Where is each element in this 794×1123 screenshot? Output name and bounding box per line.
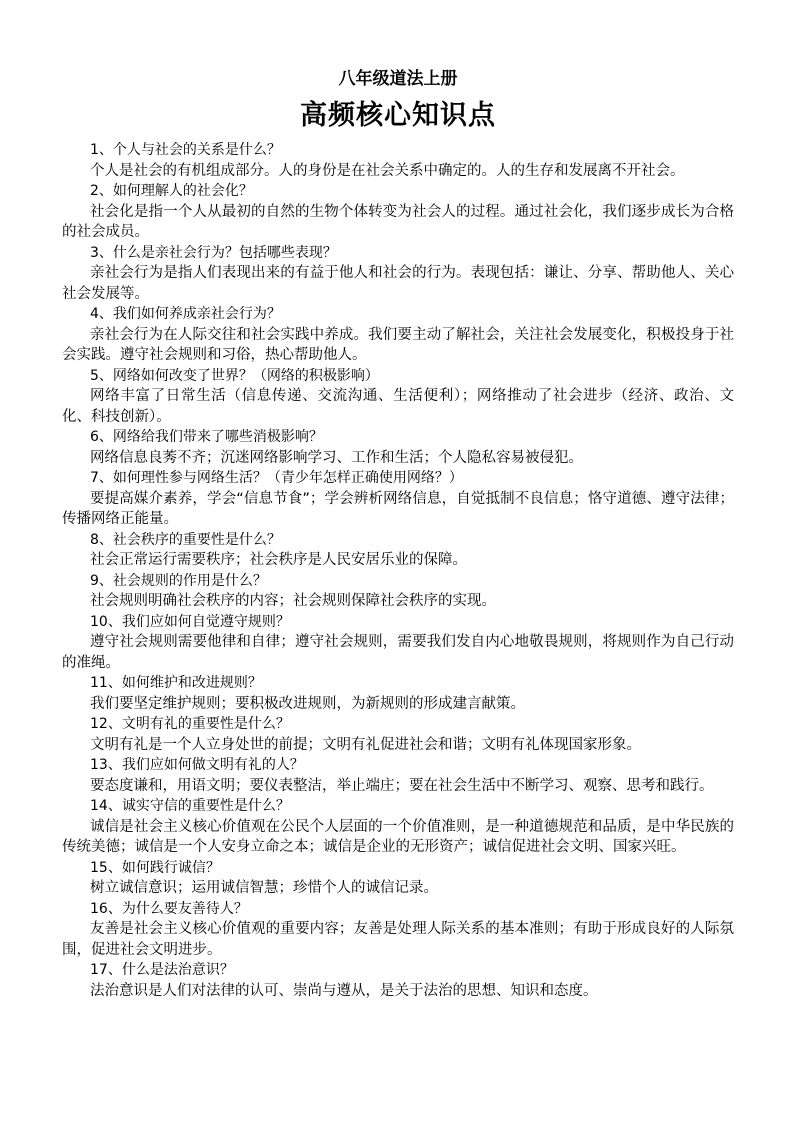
question-12: 12、文明有礼的重要性是什么？: [90, 716, 290, 732]
qa-item: [62, 530, 734, 571]
answer-15: 树立诚信意识；运用诚信智慧；珍惜个人的诚信记录。: [90, 880, 438, 896]
question-8: 8、社会秩序的重要性是什么？: [90, 531, 281, 548]
question-3: 3、什么是亲社会行为？包括哪些表现？: [90, 244, 337, 261]
answer-10: 遵守社会规则需要他律和自律；遵守社会规则，需要我们发自内心地敬畏规则，将规则作为自己行动的准绳。: [62, 634, 734, 671]
question-2: 2、如何理解人的社会化？: [90, 183, 253, 199]
qa-item: [62, 714, 734, 755]
answer-12: 文明有礼是一个人立身处世的前提；文明有礼促进社会和谐；文明有礼体现国家形象。: [90, 736, 641, 753]
answer-5: 网络丰富了日常生活（信息传递、交流沟通、生活便利）；网络推动了社会进步（经济、政治、文化、科技创新）。: [62, 388, 734, 425]
qa-item: [62, 304, 734, 366]
question-10: 10、我们应如何自觉遵守规则？: [90, 613, 290, 630]
qa-item: [62, 899, 734, 961]
question-14: 14、诚实守信的重要性是什么？: [90, 798, 290, 814]
question-4: 4、我们如何养成亲社会行为？: [90, 306, 281, 322]
qa-item: [62, 673, 734, 714]
qa-item: [62, 427, 734, 468]
question-17: 17、什么是法治意识？: [90, 962, 234, 978]
answer-16: 友善是社会主义核心价值观的重要内容；友善是处理人际关系的基本准则；有助于形成良好的人际氛围，促进社会文明进步。: [62, 921, 734, 958]
answer-2: 社会化是指一个人从最初的自然的生物个体转变为社会人的过程。通过社会化，我们逐步成长为合格的社会成员。: [62, 203, 734, 240]
qa-item: [62, 140, 734, 181]
qa-item: [62, 181, 734, 243]
answer-9: 社会规则明确社会秩序的内容；社会规则保障社会秩序的实现。: [90, 593, 496, 609]
qa-item: [62, 366, 734, 428]
answer-17: 法治意识是人们对法律的认可、崇尚与遵从，是关于法治的思想、知识和态度。: [90, 982, 598, 999]
answer-1: 个人是社会的有机组成部分。人的身份是在社会关系中确定的。人的生存和发展离不开社会。: [90, 162, 685, 179]
answer-11: 我们要坚定维护规则；要积极改进规则，为新规则的形成建言献策。: [90, 695, 525, 712]
qa-item: [62, 468, 734, 530]
question-16: 16、为什么要友善待人？: [90, 900, 248, 917]
answer-4: 亲社会行为在人际交往和社会实践中养成。我们要主动了解社会，关注社会发展变化，积极投身于社会实践。遵守社会规则和习俗，热心帮助他人。: [62, 326, 734, 363]
question-9: 9、社会规则的作用是什么？: [90, 572, 267, 589]
qa-item: [62, 571, 734, 612]
question-1: 1、个人与社会的关系是什么？: [90, 142, 281, 158]
question-13: 13、我们应如何做文明有礼的人？: [90, 757, 304, 773]
document-page: [62, 64, 734, 1001]
answer-3: 亲社会行为是指人们表现出来的有益于他人和社会的行为。表现包括：谦让、分享、帮助他人、关心社会发展等。: [62, 265, 734, 302]
qa-item: [62, 243, 734, 305]
question-15: 15、如何践行诚信？: [90, 859, 220, 876]
answer-13: 要态度谦和，用语文明；要仪表整洁，举止端庄；要在社会生活中不断学习、观察、思考和践行。: [90, 777, 714, 794]
answer-7: 要提高媒介素养，学会“信息节食”；学会辨析网络信息，自觉抵制不良信息；恪守道德、遵守法律；传播网络正能量。: [62, 490, 734, 527]
qa-item: [62, 960, 734, 1001]
qa-list: [62, 140, 734, 1001]
answer-8: 社会正常运行需要秩序；社会秩序是人民安居乐业的保障。: [90, 552, 467, 568]
answer-14: 诚信是社会主义核心价值观在公民个人层面的一个价值准则，是一种道德规范和品质，是中华民族的传统美德；诚信是一个人安身立命之本；诚信是企业的无形资产；诚信促进社会文明、国家兴旺。: [62, 818, 734, 855]
question-5: 5、网络如何改变了世界？（网络的积极影响）: [90, 367, 379, 384]
qa-item: [62, 755, 734, 796]
document-title: 高频核心知识点: [300, 100, 496, 131]
question-7: 7、如何理性参与网络生活？（青少年怎样正确使用网络？）: [90, 470, 463, 486]
question-11: 11、如何维护和改进规则？: [90, 675, 262, 691]
qa-item: [62, 858, 734, 899]
question-6: 6、网络给我们带来了哪些消极影响？: [90, 429, 323, 445]
qa-item: [62, 796, 734, 858]
answer-6: 网络信息良莠不齐；沉迷网络影响学习、工作和生活；个人隐私容易被侵犯。: [90, 449, 583, 466]
document-subtitle: 八年级道法上册: [338, 69, 458, 89]
qa-item: [62, 612, 734, 674]
